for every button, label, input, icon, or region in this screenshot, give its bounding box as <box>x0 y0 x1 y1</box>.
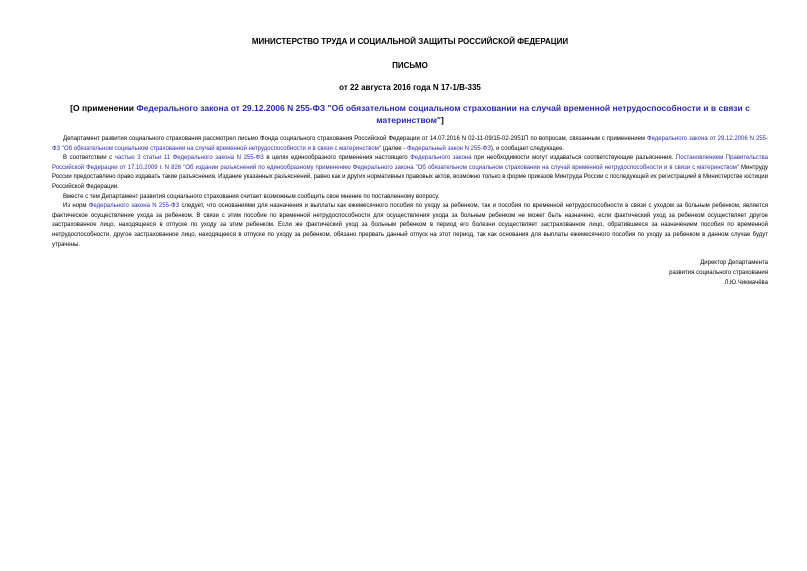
subject-prefix: [О применении <box>70 103 137 113</box>
paragraph-text: ), и сообщает следующее. <box>490 145 565 152</box>
law-link[interactable]: Постановлением Правительства Российской Федерации от 17.10.2009 г. N 826 "Об издании разъяснений по единообразному применению Федерального закона "Об обязательном социальном страховании на случай временной нетрудоспособности и в связи с материнством" <box>52 155 769 171</box>
subject-suffix: ] <box>440 115 444 125</box>
signature-department: развития социального страхования <box>669 270 768 277</box>
paragraph-text: Вместе с тем Департамент развития социального страхования считает возможным сообщить свое мнение по поставленному вопросу. <box>63 193 440 200</box>
law-link[interactable]: частью 3 статьи 11 Федерального закона N 255-ФЗ <box>114 155 264 162</box>
document-type: ПИСЬМО <box>392 61 428 70</box>
paragraph-text: Из норм <box>63 203 89 210</box>
subject-law-link[interactable]: Федерального закона от 29.12.2006 N 255-ФЗ "Об обязательном социальном страховании на случай временной нетрудоспособности и в связи с материнством" <box>136 103 750 125</box>
ministry-title: МИНИСТЕРСТВО ТРУДА И СОЦИАЛЬНОЙ ЗАЩИТЫ РОССИЙСКОЙ ФЕДЕРАЦИИ <box>251 37 569 46</box>
paragraph-text: следует, что основаниями для назначения и выплаты как ежемесячного пособия по уходу за ребенком, так и пособия по временной нетрудоспособности в связи с уходом за больным ребенком, является фактическое осуществление ухода за ребенком. В связи с этим пособие по временной нетрудоспособности для осуществления ухода за больным ребенком не может быть назначено, если фактический уход за ребенком осуществляет другое застрахованное лицо, находящееся в отпуске по уходу за этим ребенком. Если же фактический уход за больным ребенком в период его болезни осуществляет застрахованное лицо, обратившееся за назначением пособия по временной нетрудоспособности, другое застрахованное лицо, находящееся в отпуске по уходу за ребенком, обязано прервать данный отпуск на этот период, так как основания для выплаты ежемесячного пособия по уходу за ребенком в данном случае будут утрачены. <box>52 203 769 248</box>
signature-name: Л.Ю.Чикмачёва <box>724 280 768 287</box>
law-link[interactable]: Федерального закона <box>410 155 472 162</box>
body-paragraph <box>52 202 768 250</box>
law-link[interactable]: Федерального закона от 29.12.2006 N 255-ФЗ "Об обязательном социальном страховании на случай временной нетрудоспособности и в связи с материнством" <box>52 136 768 152</box>
paragraph-text: в целях единообразного применения настоящего <box>263 155 411 162</box>
letter-page <box>52 36 768 288</box>
document-subject <box>52 102 768 126</box>
body-paragraph <box>52 135 768 154</box>
body-paragraph <box>52 193 768 203</box>
signature-block <box>52 258 768 288</box>
signature-position: Директор Департамента <box>700 260 768 267</box>
letter-body <box>52 135 768 250</box>
document-date-number: от 22 августа 2016 года N 17-1/В-335 <box>339 83 481 92</box>
paragraph-text: при необходимости могут издаваться соответствующие разъяснения. <box>471 155 676 162</box>
law-link[interactable]: Федерального закона N 255-ФЗ <box>88 203 180 210</box>
paragraph-text: Минтруду России предоставлено право издавать такие разъяснения. Издание указанных разъяснений, равно как и других нормативных правовых актов, возможно только в форме приказов Минтруда России с последующей их регистрацией в Министерстве юстиции Российской Федерации. <box>52 164 768 190</box>
body-paragraph <box>52 154 768 192</box>
law-link[interactable]: Федеральный закон N 255-ФЗ <box>406 145 491 152</box>
paragraph-text: В соответствии с <box>63 155 115 162</box>
paragraph-text: (далее - <box>380 145 407 152</box>
paragraph-text: Департамент развития социального страхования рассмотрел письмо Фонда социального страхования Российской Федерации от 14.07.2016 N 02-11-09/15-02-2951П по вопросам, связанным с применением <box>63 136 648 142</box>
